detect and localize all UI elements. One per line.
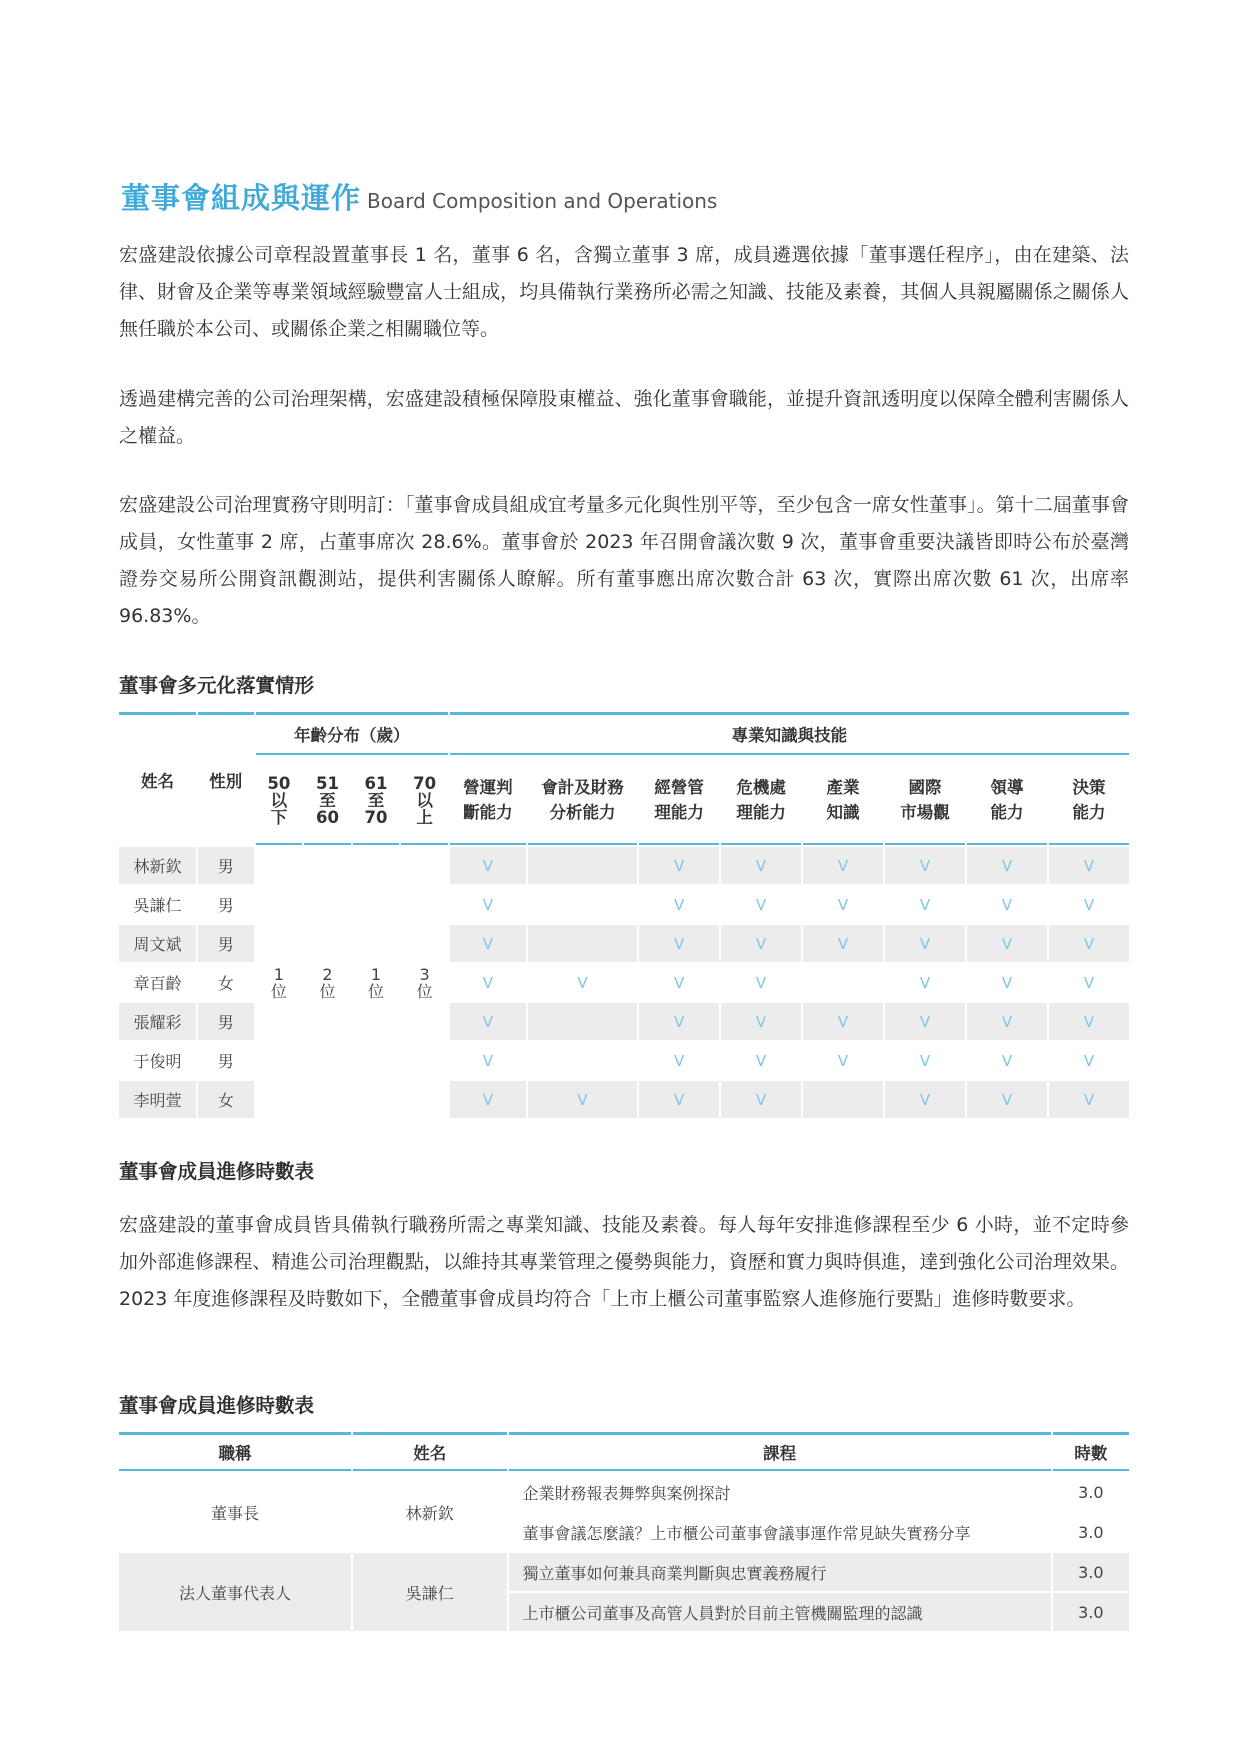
training-row (119, 1553, 1129, 1591)
check-mark: V (482, 1052, 493, 1070)
check-mark: V (919, 857, 931, 875)
check-mark: V (482, 1091, 493, 1109)
check-mark: V (755, 1013, 767, 1031)
skill-cell (1049, 886, 1129, 923)
check-mark: V (673, 1091, 685, 1109)
header-course: 課程 (509, 1432, 1051, 1471)
check-mark: V (482, 935, 493, 953)
skill-cell (639, 1003, 719, 1040)
check-mark: V (482, 857, 493, 875)
skill-cell (1049, 1042, 1129, 1079)
check-mark: V (1001, 974, 1013, 992)
director-name: 周文斌 (119, 925, 196, 962)
header-skill-crisis: 危機處 理能力 (721, 757, 801, 845)
skill-cell (1049, 1081, 1129, 1118)
position-cell: 法人董事代表人 (119, 1553, 351, 1631)
training-heading: 董事會成員進修時數表 (119, 1160, 315, 1183)
director-row (119, 847, 1129, 884)
director-gender: 男 (198, 925, 254, 962)
check-mark: V (755, 935, 767, 953)
check-mark: V (1001, 1091, 1013, 1109)
director-gender: 男 (198, 847, 254, 884)
age-count-cell: 1 位 (256, 847, 303, 1118)
training-row (119, 1473, 1129, 1511)
header-name: 姓名 (119, 712, 196, 845)
header-skill-accounting: 會計及財務 分析能力 (528, 757, 637, 845)
skill-cell (528, 847, 637, 884)
check-mark: V (837, 1052, 849, 1070)
skill-cell (721, 1042, 801, 1079)
skill-cell (639, 1042, 719, 1079)
director-name: 于俊明 (133, 1052, 182, 1071)
header-skills-group: 專業知識與技能 (450, 712, 1129, 755)
check-mark: V (577, 974, 588, 992)
skill-cell (885, 925, 965, 962)
check-mark: V (673, 1013, 685, 1031)
skill-cell (450, 925, 526, 962)
header-skill-operations: 營運判 斷能力 (450, 757, 526, 845)
check-mark: V (1083, 1013, 1095, 1031)
skill-cell (721, 886, 801, 923)
training-paragraph: 宏盛建設的董事會成員皆具備執行職務所需之專業知識、技能及素養。每人每年安排進修課程至少 6 小時，並不定時參加外部進修課程、精進公司治理觀點，以維持其專業管理之優勢與能力，資歷和實力與時俱進，達到強化公司治理效果。2023 年度進修課程及時數如下，全體董事會成員均符合「上市上櫃公司董事監察人進修施行要點」進修時數要求。 (119, 1214, 1129, 1310)
check-mark: V (1001, 896, 1013, 914)
training-hours-table (117, 1430, 1131, 1633)
course-cell: 上市櫃公司董事及高管人員對於目前主管機關監理的認識 (509, 1593, 1051, 1631)
header-director-name: 姓名 (353, 1432, 507, 1471)
skill-cell (803, 847, 883, 884)
skill-cell (1049, 925, 1129, 962)
director-gender: 男 (198, 1003, 254, 1040)
age-count-cell: 1 位 (353, 847, 400, 1118)
check-mark: V (1083, 974, 1095, 992)
skill-cell (1049, 847, 1129, 884)
check-mark: V (755, 1091, 767, 1109)
hours-cell: 3.0 (1053, 1553, 1129, 1591)
check-mark: V (482, 1013, 493, 1031)
name-cell: 吳謙仁 (353, 1553, 507, 1631)
skill-cell (721, 1081, 801, 1118)
check-mark: V (1083, 896, 1095, 914)
check-mark: V (919, 935, 931, 953)
check-mark: V (755, 896, 767, 914)
skill-cell (885, 847, 965, 884)
check-mark: V (482, 896, 493, 914)
skill-cell (450, 1003, 526, 1040)
training-table-heading: 董事會成員進修時數表 (119, 1394, 315, 1417)
header-gender: 性別 (198, 712, 254, 845)
skill-cell (721, 964, 801, 1001)
skill-cell (1049, 1003, 1129, 1040)
skill-cell (528, 964, 637, 1001)
skill-cell (885, 964, 965, 1001)
hours-cell: 3.0 (1078, 1482, 1104, 1502)
header-age-50-below: 50 以 下 (256, 757, 303, 845)
header-age-51-60: 51 至 60 (304, 757, 351, 845)
skill-cell (803, 1042, 883, 1079)
header-age-61-70: 61 至 70 (353, 757, 400, 845)
skill-cell (721, 847, 801, 884)
director-name: 吳謙仁 (133, 896, 182, 915)
check-mark: V (837, 1013, 849, 1031)
skill-cell (967, 1003, 1047, 1040)
diversity-table (117, 710, 1131, 1120)
check-mark: V (919, 896, 931, 914)
header-skill-industry: 產業 知識 (803, 757, 883, 845)
skill-cell (967, 1042, 1047, 1079)
age-count-cell: 3 位 (401, 847, 448, 1118)
header-skill-international: 國際 市場觀 (885, 757, 965, 845)
check-mark: V (919, 1091, 931, 1109)
hours-cell: 3.0 (1053, 1593, 1129, 1631)
check-mark: V (673, 1052, 685, 1070)
course-cell: 企業財務報表舞弊與案例探討 (522, 1483, 731, 1503)
skill-cell (803, 1081, 883, 1118)
skill-cell (450, 964, 526, 1001)
check-mark: V (673, 896, 685, 914)
course-cell: 獨立董事如何兼具商業判斷與忠實義務履行 (509, 1553, 1051, 1591)
director-name: 張耀彩 (119, 1003, 196, 1040)
intro-paragraph: 宏盛建設依據公司章程設置董事長 1 名，董事 6 名，含獨立董事 3 席，成員遴選依據「董事選任程序」，由在建築、法律、財會及企業等專業領域經驗豐富人士組成，均具備執行業務所必需之知識、技能及素養，其個人具親屬關係之關係人無任職於本公司、或關係企業之相關職位等。 (119, 244, 1129, 340)
check-mark: V (837, 896, 849, 914)
director-gender: 男 (217, 1052, 234, 1071)
skill-cell (450, 1081, 526, 1118)
director-name: 李明萱 (119, 1081, 196, 1118)
director-gender: 男 (217, 896, 234, 915)
check-mark: V (577, 1091, 588, 1109)
director-gender: 女 (217, 974, 234, 993)
check-mark: V (837, 857, 849, 875)
check-mark: V (673, 935, 685, 953)
check-mark: V (673, 857, 685, 875)
header-age-group: 年齡分布（歲） (256, 712, 448, 755)
diversity-heading: 董事會多元化落實情形 (119, 674, 315, 697)
skill-cell (803, 886, 883, 923)
skill-cell (450, 1042, 526, 1079)
skill-cell (450, 847, 526, 884)
age-count-cell: 2 位 (304, 847, 351, 1118)
skill-cell (803, 925, 883, 962)
header-skill-leadership: 領導 能力 (967, 757, 1047, 845)
skill-cell (639, 886, 719, 923)
director-name: 林新欽 (119, 847, 196, 884)
header-skill-management: 經營管 理能力 (639, 757, 719, 845)
skill-cell (885, 1081, 965, 1118)
check-mark: V (1083, 1091, 1095, 1109)
skill-cell (528, 886, 637, 923)
check-mark: V (482, 974, 493, 992)
check-mark: V (1083, 857, 1095, 875)
position-cell: 董事長 (210, 1503, 259, 1523)
skill-cell (885, 1003, 965, 1040)
skill-cell (639, 1081, 719, 1118)
header-title: 職稱 (119, 1432, 351, 1471)
skill-cell (967, 886, 1047, 923)
check-mark: V (755, 1052, 767, 1070)
skill-cell (639, 847, 719, 884)
check-mark: V (1083, 1052, 1095, 1070)
check-mark: V (755, 857, 767, 875)
check-mark: V (1001, 1052, 1013, 1070)
skill-cell (967, 964, 1047, 1001)
diversity-paragraph: 宏盛建設公司治理實務守則明訂：「董事會成員組成宜考量多元化與性別平等，至少包含一席女性董事」。第十二屆董事會成員，女性董事 2 席，占董事席次 28.6%。董事會於 2023 年召開會議次數 9 次，董事會重要決議皆即時公布於臺灣證券交易所公開資訊觀測站，提供利害關係人瞭解。所有董事應出席次數合計 63 次，實際出席次數 61 次，出席率 96.83%。 (119, 494, 1129, 627)
check-mark: V (1001, 1013, 1013, 1031)
header-skill-decision: 決策 能力 (1049, 757, 1129, 845)
check-mark: V (755, 974, 767, 992)
hours-cell: 3.0 (1078, 1522, 1104, 1542)
director-gender: 女 (198, 1081, 254, 1118)
skill-cell (721, 925, 801, 962)
header-hours: 時數 (1053, 1432, 1129, 1471)
skill-cell (528, 1003, 637, 1040)
skill-cell (967, 847, 1047, 884)
governance-paragraph: 透過建構完善的公司治理架構，宏盛建設積極保障股東權益、強化董事會職能，並提升資訊透明度以保障全體利害關係人之權益。 (119, 388, 1129, 447)
skill-cell (803, 964, 883, 1001)
diversity-table-body (119, 847, 1129, 1118)
check-mark: V (1001, 935, 1013, 953)
check-mark: V (919, 1052, 931, 1070)
title-chinese: 董事會組成與運作 (121, 181, 362, 215)
skill-cell (528, 1081, 637, 1118)
skill-cell (721, 1003, 801, 1040)
check-mark: V (919, 1013, 931, 1031)
skill-cell (528, 1042, 637, 1079)
skill-cell (967, 925, 1047, 962)
check-mark: V (919, 974, 931, 992)
course-cell: 董事會議怎麼議？上市櫃公司董事會議事運作常見缺失實務分享 (522, 1523, 971, 1543)
header-age-70-above: 70 以 上 (401, 757, 448, 845)
skill-cell (639, 925, 719, 962)
check-mark: V (837, 935, 849, 953)
skill-cell (639, 964, 719, 1001)
director-name: 章百齡 (133, 974, 182, 993)
check-mark: V (1083, 935, 1095, 953)
skill-cell (528, 925, 637, 962)
page-title (121, 176, 717, 217)
skill-cell (803, 1003, 883, 1040)
skill-cell (1049, 964, 1129, 1001)
skill-cell (450, 886, 526, 923)
check-mark: V (673, 974, 685, 992)
check-mark: V (1001, 857, 1013, 875)
name-cell: 林新欽 (405, 1503, 454, 1523)
skill-cell (967, 1081, 1047, 1118)
skill-cell (885, 886, 965, 923)
title-english: Board Composition and Operations (367, 189, 718, 213)
skill-cell (885, 1042, 965, 1079)
